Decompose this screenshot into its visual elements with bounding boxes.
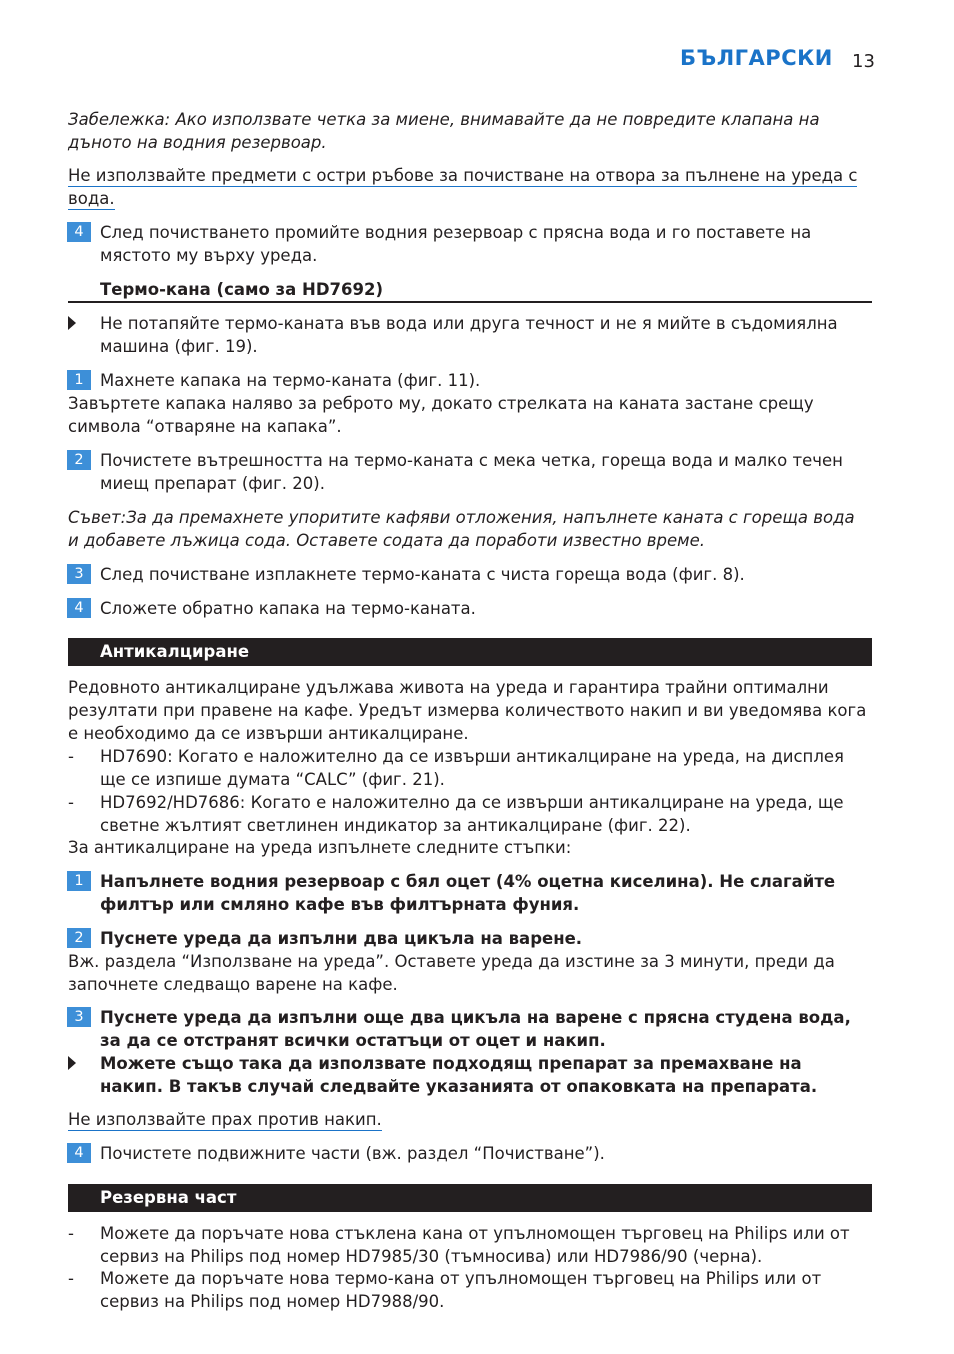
step-number: 1	[67, 370, 91, 390]
step-number: 4	[67, 598, 91, 618]
bullet-icon	[68, 1056, 76, 1070]
descaling-intro: Редовното антикалциране удължава живота на уреда и гарантира трайни оптимални резултати при правене на кафе. Уредът измерва количеството накип и ви уведомява кога е необходимо да се извърши антикалциране.	[68, 678, 867, 743]
step-number: 2	[67, 450, 91, 470]
bullet-icon	[68, 316, 76, 330]
dash-marker: -	[68, 1269, 74, 1288]
thermo-heading: Термо-кана (само за HD7692)	[100, 280, 383, 299]
descaling-bullet-text: Можете също така да използвате подходящ препарат за премахване на накип. В такъв случай следвайте указанията от опаковката на препарата.	[100, 1054, 818, 1096]
section-heading: Антикалциране	[100, 642, 250, 661]
step-number: 4	[67, 1143, 91, 1163]
warning-descaling-powder-text: Не използвайте прах против накип.	[68, 1110, 382, 1129]
warning-sharp-objects-text: Не използвайте предмети с остри ръбове за почистване на отвора за пълнене на уреда с вода.	[68, 166, 858, 208]
descaling-lead: За антикалциране на уреда изпълнете следните стъпки:	[68, 838, 572, 857]
note-brush: Забележка: Ако използвате четка за миене, внимавайте да не повредите клапана на дъното на водния резервоар.	[68, 110, 820, 152]
warning-descaling-powder	[68, 1108, 868, 1131]
step-number: 2	[67, 928, 91, 948]
dash-item-text: Можете да поръчате нова термо-кана от упълномощен търговец на Philips или от сервиз на Philips под номер HD7988/90.	[100, 1269, 822, 1311]
step-text: Пуснете уреда да изпълни два цикъла на варене.	[100, 929, 583, 948]
step-text: Сложете обратно капака на термо-каната.	[100, 599, 476, 618]
step-text: Напълнете водния резервоар с бял оцет (4% оцетна киселина). Не слагайте филтър или смляно кафе във филтърната фуния.	[100, 872, 836, 914]
dash-item-text: HD7690: Когато е наложително да се извърши антикалциране на уреда, на дисплея ще се изпише думата “CALC” (фиг. 21).	[100, 747, 844, 789]
step-number: 1	[67, 871, 91, 891]
section-bar-spare-part	[68, 1184, 872, 1212]
step-number: 3	[67, 564, 91, 584]
step-detail: Завъртете капака наляво за реброто му, докато стрелката на каната застане срещу символа “отваряне на капака”.	[68, 394, 814, 436]
step-text: Почистете подвижните части (вж. раздел “Почистване”).	[100, 1144, 605, 1163]
section-bar-descaling	[68, 638, 872, 666]
dash-marker: -	[68, 793, 74, 812]
dash-item-text: Можете да поръчате нова стъклена кана от упълномощен търговец на Philips или от сервиз на Philips под номер HD7985/30 (тъмносива) или HD7986/90 (черна).	[100, 1224, 850, 1266]
step-text: След почистването промийте водния резервоар с прясна вода и го поставете на мястото му върху уреда.	[100, 223, 812, 265]
step-text: Почистете вътрешността на термо-каната с мека четка, гореща вода и малко течен миещ препарат (фиг. 20).	[100, 451, 843, 493]
step-number: 3	[67, 1007, 91, 1027]
language-heading: БЪЛГАРСКИ	[680, 46, 833, 70]
warning-sharp-objects	[68, 164, 868, 210]
dash-marker: -	[68, 1224, 74, 1243]
dash-marker: -	[68, 747, 74, 766]
thermo-bullet-text: Не потапяйте термо-каната във вода или друга течност и не я мийте в съдомиялна машина (фиг. 19).	[100, 314, 838, 356]
step-text: След почистване изплакнете термо-каната с чиста гореща вода (фиг. 8).	[100, 565, 745, 584]
tip-text: Съвет:За да премахнете упоритите кафяви отложения, напълнете каната с гореща вода и добавете лъжица сода. Оставете содата да поработи известно време.	[68, 508, 855, 550]
heading-rule	[68, 301, 872, 303]
dash-item-text: HD7692/HD7686: Когато е наложително да се извърши антикалциране на уреда, ще светне жълтият светлинен индикатор за антикалциране (фиг. 22).	[100, 793, 844, 835]
step-detail: Вж. раздела “Използване на уреда”. Оставете уреда да изстине за 3 минути, преди да започнете следващо варене на кафе.	[68, 952, 835, 994]
page-number: 13	[852, 51, 875, 72]
step-text: Пуснете уреда да изпълни още два цикъла на варене с прясна студена вода, за да се отстранят всички остатъци от оцет и накип.	[100, 1008, 851, 1050]
section-heading: Резервна част	[100, 1188, 237, 1207]
step-number: 4	[67, 222, 91, 242]
step-text: Махнете капака на термо-каната (фиг. 11).	[100, 371, 481, 390]
